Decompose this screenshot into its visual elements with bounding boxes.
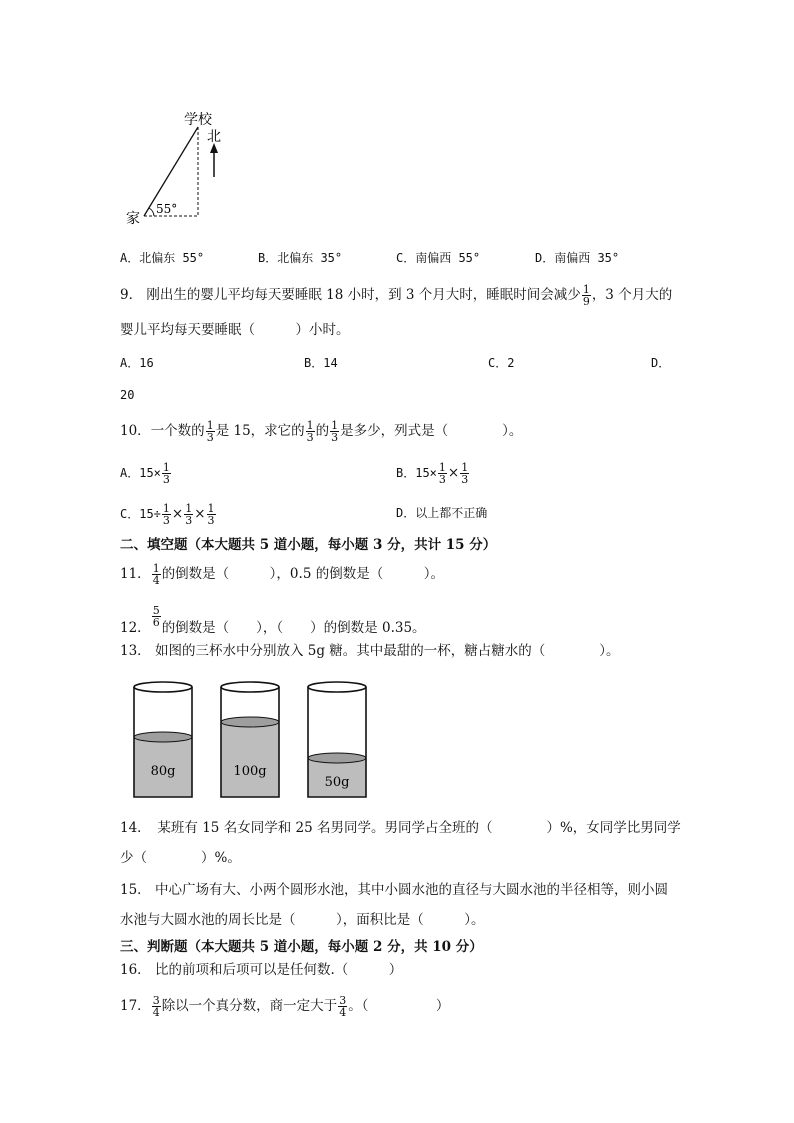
fraction: $\frac{1}{4}$ — [152, 562, 160, 587]
cup-3 — [308, 682, 366, 797]
fraction: $\frac{1}{3}$ — [185, 502, 193, 527]
fraction: $\frac{1}{9}$ — [582, 283, 590, 308]
angle-arc — [149, 208, 154, 216]
q9-line1 — [120, 284, 672, 307]
q9-option-b: B．14 — [304, 356, 338, 370]
q10-option-d: D．以上都不正确 — [396, 506, 488, 520]
fraction: $\frac{1}{3}$ — [206, 419, 214, 444]
direction-diagram — [120, 105, 230, 230]
q9-option-d: D． — [651, 356, 671, 370]
q16-line: 16． 比的前项和后项可以是任何数.（ ） — [120, 962, 403, 978]
cup-2-label: 100g — [233, 764, 267, 779]
q17-line: 17． $\frac{3}{4}$ 除以一个真分数，商一定大于 $\frac{3}{4}$ 。（ ） — [120, 994, 450, 1019]
fraction: $\frac{1}{3}$ — [331, 419, 339, 444]
school-label: 学校 — [184, 112, 212, 128]
q8-option-d: D．南偏西 35° — [535, 251, 620, 265]
q14-line2: 少（ ）%。 — [120, 850, 241, 866]
fraction: $\frac{1}{3}$ — [162, 502, 170, 527]
cup-3-label: 50g — [324, 775, 350, 790]
q12-line: 12． $\frac{5}{6}$ 的倒数是（ ），（ ）的倒数是 0.35。 — [120, 604, 426, 636]
q10-line: 10．一个数的 $\frac{1}{3}$ 是 15，求它的 $\frac{1}{3}$ 的 $\frac{1}{3}$ 是多少，列式是（ ）。 — [120, 419, 523, 444]
north-label: 北 — [207, 129, 221, 145]
q15-line2: 水池与大圆水池的周长比是（ ），面积比是（ ）。 — [120, 912, 485, 928]
q15-line1: 15． 中心广场有大、小两个圆形水池，其中小圆水池的直径与大圆水池的半径相等，则小圆 — [120, 882, 668, 898]
fraction: $\frac{1}{3}$ — [162, 461, 170, 486]
q10-option-b: B．15× $\frac{1}{3}$ × $\frac{1}{3}$ — [396, 461, 469, 486]
q14-line1: 14． 某班有 15 名女同学和 25 名男同学。男同学占全班的（ ）%，女同学比男同学 — [120, 820, 681, 836]
section-3-heading: 三、判断题（本大题共 5 道小题，每小题 2 分，共 10 分） — [120, 939, 483, 955]
q9-text1: 9． 刚出生的婴儿平均每天要睡眠 18 小时，到 3 个月大时，睡眠时间会减少 — [120, 287, 581, 303]
q10-option-a: A．15× $\frac{1}{3}$ — [120, 461, 170, 486]
angle-label: 55° — [156, 202, 178, 216]
cups-figure — [125, 675, 380, 805]
cup-2 — [221, 682, 279, 797]
cup-1 — [134, 682, 192, 797]
q11-line: 11． $\frac{1}{4}$ 的倒数是（ ），0.5 的倒数是（ ）。 — [120, 562, 444, 587]
fraction: $\frac{1}{3}$ — [438, 461, 446, 486]
fraction: $\frac{1}{3}$ — [306, 419, 314, 444]
q8-option-a: A．北偏东 55° — [120, 251, 205, 265]
home-label: 家 — [126, 211, 140, 227]
q9-line2: 婴儿平均每天要睡眠（ ）小时。 — [120, 322, 350, 338]
fraction: $\frac{1}{3}$ — [461, 461, 469, 486]
q8-option-c: C．南偏西 55° — [396, 251, 481, 265]
fraction: $\frac{3}{4}$ — [152, 994, 160, 1019]
cup-1-label: 80g — [150, 764, 176, 779]
fraction: $\frac{3}{4}$ — [339, 994, 347, 1019]
q9-text2: ，3 个月大的 — [591, 287, 673, 303]
q9-option-c: C．2 — [488, 356, 515, 370]
fraction: $\frac{1}{3}$ — [207, 502, 215, 527]
q13-line: 13． 如图的三杯水中分别放入 5g 糖。其中最甜的一杯，糖占糖水的（ ）。 — [120, 643, 620, 659]
q9-option-d-value: 20 — [120, 388, 135, 402]
q9-option-a: A．16 — [120, 356, 154, 370]
q10-option-c: C．15÷ $\frac{1}{3}$ × $\frac{1}{3}$ × $\frac{1}{3}$ — [120, 502, 215, 527]
q8-option-b: B．北偏东 35° — [258, 251, 343, 265]
section-2-heading: 二、填空题（本大题共 5 道小题，每小题 3 分，共计 15 分） — [120, 537, 497, 553]
fraction: $\frac{5}{6}$ — [152, 604, 160, 629]
